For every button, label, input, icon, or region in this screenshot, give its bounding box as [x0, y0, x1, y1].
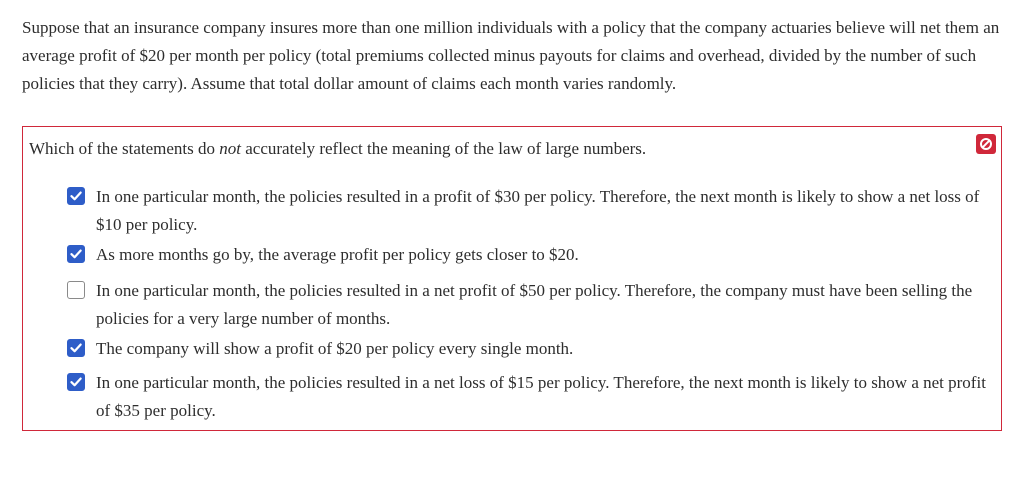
checkmark-icon — [70, 191, 82, 201]
question-box — [22, 126, 1002, 431]
option-label-4: The company will show a profit of $20 per policy every single month. — [96, 339, 574, 358]
question-prompt — [29, 138, 646, 160]
answer-options — [67, 183, 997, 425]
option-checkbox-1[interactable] — [67, 187, 85, 205]
option-label-2: As more months go by, the average profit per policy gets closer to $20. — [96, 245, 579, 264]
checkmark-icon — [70, 377, 82, 387]
option-checkbox-4[interactable] — [67, 339, 85, 357]
answer-option — [67, 335, 997, 363]
prompt-text-before: Which of the statements do — [29, 139, 220, 158]
checkmark-icon — [70, 343, 82, 353]
answer-option — [67, 183, 997, 239]
incorrect-icon — [976, 134, 996, 154]
answer-option — [67, 277, 997, 333]
option-label-5: In one particular month, the policies resulted in a net loss of $15 per policy. Therefore, the next month is likely to show a net profit of $35 per policy. — [96, 373, 986, 420]
answer-option — [67, 241, 997, 269]
checkmark-icon — [70, 249, 82, 259]
option-label-1: In one particular month, the policies resulted in a profit of $30 per policy. Therefore, the next month is likely to show a net loss of $10 per policy. — [96, 187, 980, 234]
option-checkbox-5[interactable] — [67, 373, 85, 391]
prompt-emphasis: not — [219, 139, 241, 158]
option-checkbox-2[interactable] — [67, 245, 85, 263]
problem-statement: Suppose that an insurance company insures more than one million individuals with a policy that the company actuaries believe will net them an average profit of $20 per month per policy (total premiums collected minus payouts for claims and overhead, divided by the number of such policies that they carry). Assume that total dollar amount of claims each month varies randomly. — [22, 18, 1000, 93]
prompt-text-after: accurately reflect the meaning of the law of large numbers. — [241, 139, 647, 158]
option-label-3: In one particular month, the policies resulted in a net profit of $50 per policy. Therefore, the company must have been selling the policies for a very large number of months. — [96, 281, 973, 328]
answer-option — [67, 369, 997, 425]
option-checkbox-3[interactable] — [67, 281, 85, 299]
